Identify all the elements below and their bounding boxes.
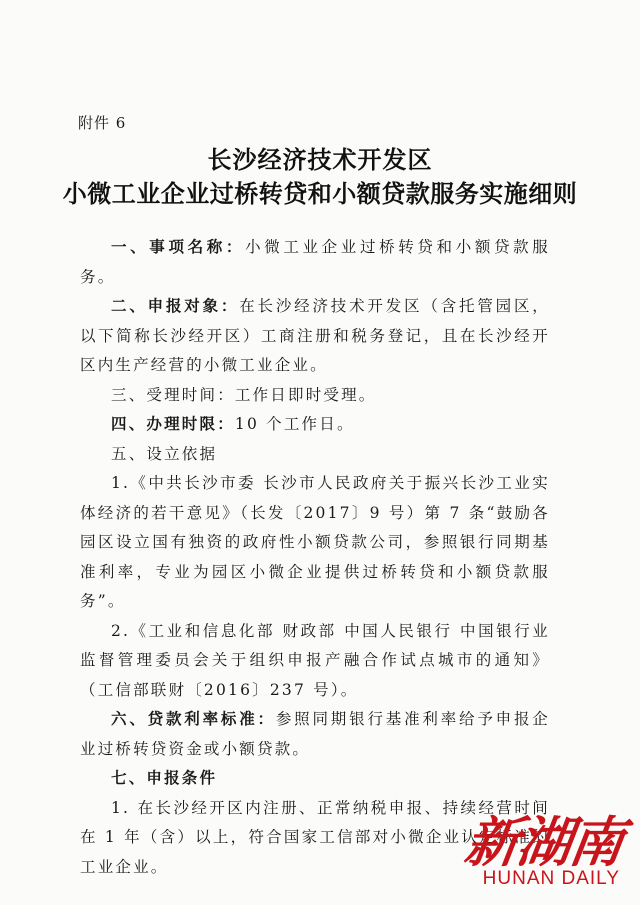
document-body	[80, 233, 550, 882]
paragraph-text: 1. 在长沙经开区内注册、正常纳税申报、持续经营时间在 1 年（含）以上，符合国家工信部对小微企业认定标准的工业企业。	[80, 798, 550, 876]
paragraph-text: 在长沙经济技术开发区（含托管园区，以下简称长沙经开区）工商注册和税务登记，且在长沙经开区内生产经营的小微工业企业。	[80, 297, 550, 374]
paragraph-basis-2	[80, 617, 550, 706]
paragraph-time-limit	[80, 410, 550, 440]
paragraph-text: 工作日即时受理。	[234, 385, 377, 404]
paragraph-text: 1.《中共长沙市委 长沙市人民政府关于振兴长沙工业实体经济的若干意见》（长发〔2017〕9 号）第 7 条“鼓励各园区设立国有独资的政府性小额贷款公司，参照银行同期基准利率，专业为园区小微企业提供过桥转贷和小额贷款服务”。	[80, 474, 550, 610]
section-heading: 四、办理时限：	[111, 415, 235, 433]
attachment-label: 附件 6	[78, 114, 127, 132]
paragraph-text: 10 个工作日。	[234, 415, 355, 433]
logo-chinese-wordmark: 新湖南	[461, 810, 627, 874]
section-heading: 五、设立依据	[111, 444, 218, 463]
document-title-line1: 长沙经济技术开发区	[207, 145, 433, 174]
document-title-line2: 小微工业企业过桥转贷和小额贷款服务实施细则	[62, 179, 578, 208]
paragraph-applicant	[80, 292, 550, 381]
paragraph-text: 参照同期银行基准利率给予申报企业过桥转贷资金或小额贷款。	[80, 710, 550, 758]
section-heading: 一、事项名称：	[111, 238, 246, 256]
hunan-daily-logo	[422, 800, 627, 900]
paragraph-item-name	[80, 233, 550, 292]
section-heading: 二、申报对象：	[111, 297, 240, 315]
section-heading: 七、申报条件	[111, 769, 218, 787]
paragraph-conditions-heading	[80, 764, 550, 794]
logo-english-wordmark: HUNAN DAILY	[482, 868, 620, 889]
section-heading: 三、受理时间：	[111, 385, 235, 404]
section-heading: 六、贷款利率标准：	[111, 710, 276, 728]
paragraph-basis-heading	[80, 440, 550, 470]
paragraph-interest-rate	[80, 705, 550, 764]
paragraph-basis-1	[80, 469, 550, 617]
paragraph-accept-time	[80, 381, 550, 411]
paragraph-text: 小微工业企业过桥转贷和小额贷款服务。	[80, 238, 551, 286]
paragraph-text: 2.《工业和信息化部 财政部 中国人民银行 中国银行业监督管理委员会关于组织申报产融合作试点城市的通知》（工信部联财〔2016〕237 号）。	[80, 621, 550, 699]
